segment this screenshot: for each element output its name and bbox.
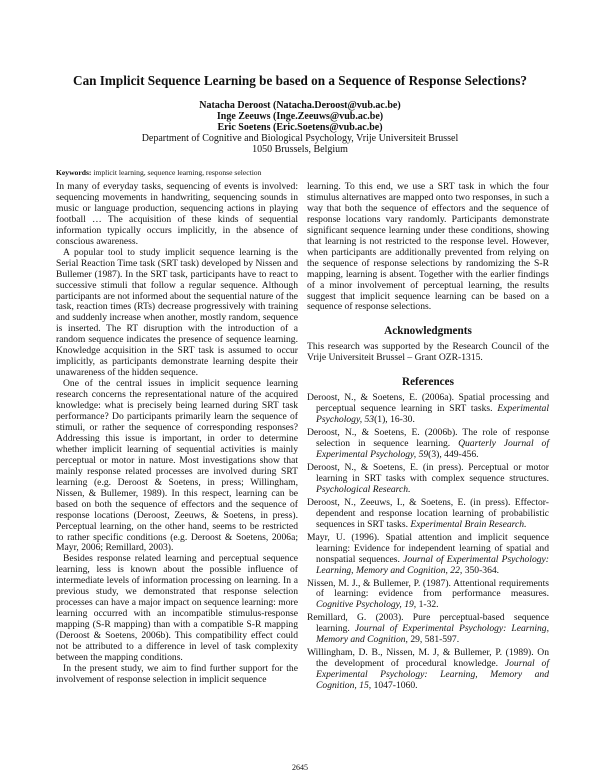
author: Natacha Deroost (Natacha.Deroost@vub.ac.be)	[199, 100, 401, 111]
reference-source: Experimental Brain Research.	[410, 518, 527, 530]
paper-title: Can Implicit Sequence Learning be based on a Sequence of Response Selections?	[73, 73, 527, 88]
reference-text: Remillard, G. (2003). Pure perceptual-based sequence learning.	[307, 612, 549, 635]
body-paragraph: A popular tool to study implicit sequence learning is the Serial Reaction Time task (SRT task) developed by Nissen and Bullemer (1987). In the SRT task, participants have to react to successive stimuli that follow a regular sequence. Although participants are not informed about the sequential nature of the task, reaction times (RTs) decrease progressively with training and suddenly increase when another, mostly random, sequence is inserted. The RT disruption with the introduction of a random sequence indicates the presence of sequence learning. Knowledge acquisition in the SRT task is assumed to occur implicitly, as participants demonstrate learning despite their unawareness of the hidden sequence.	[56, 246, 298, 379]
reference-text: (3), 449-456.	[428, 449, 479, 461]
left-column	[56, 182, 298, 686]
keywords-label: Keywords:	[56, 168, 92, 177]
reference-text: Nissen, M. J., & Bullemer, P. (1987). Attentional requirements of learning: evidence from performance measures.	[307, 577, 549, 600]
body-paragraph: In many of everyday tasks, sequencing of events is involved: sequencing movements in handwriting, sequencing sounds in music or language production, sequencing actions in playing football … The acquisition of these kinds of sequential information typically occurs implicitly, in the absence of conscious awareness.	[56, 181, 298, 247]
acknowledgments-heading: Acknowledgments	[384, 325, 472, 338]
reference-entry	[307, 613, 549, 646]
reference-entry	[307, 393, 549, 426]
author: Inge Zeeuws (Inge.Zeeuws@vub.ac.be)	[216, 111, 384, 122]
reference-source: Experimental Psychology, 53	[316, 403, 549, 426]
keywords-text: implicit learning, sequence learning, response selection	[91, 168, 262, 177]
reference-source: Quarterly Journal of Experimental Psychology, 59	[316, 438, 549, 461]
reference-text: Willingham, D. B., Nissen, M. J, & Bullemer, P. (1989). On the development of procedural knowledge.	[307, 647, 549, 670]
author: Eric Soetens (Eric.Soetens@vub.ac.be)	[217, 122, 383, 133]
body-paragraph: learning. To this end, we use a SRT task in which the four stimulus alternatives are mapped onto two responses, in such a way that both the sequence of effectors and the sequence of response locations vary randomly. Participants demonstrate significant sequence learning under these conditions, showing that learning is not restricted to the response level. However, when participants are additionally prevented from relying on the sequence of response selections by randomizing the S-R mapping, learning is absent. Together with the earlier findings of a minor involvement of perceptual learning, the results suggest that implicit sequence learning can be based on a sequence of response selections.	[307, 181, 549, 313]
affiliation-address: 1050 Brussels, Belgium	[252, 144, 348, 155]
acknowledgments-text: This research was supported by the Research Council of the Vrije Universiteit Brussel – Grant OZR-1315.	[307, 341, 549, 364]
reference-entry	[307, 533, 549, 577]
page-number: 2645	[292, 763, 308, 772]
reference-text: Deroost, N., Zeeuws, I., & Soetens, E. (in press). Effector-dependent and response location learning of probabilistic sequences in SRT tasks.	[307, 496, 549, 530]
reference-text: 350-364.	[462, 564, 500, 576]
reference-source: Journal of Experimental Psychology: Learning, Memory and Cognition, 15,	[316, 658, 549, 692]
affiliation: Department of Cognitive and Biological Psychology, Vrije Universiteit Brussel	[141, 133, 459, 144]
references-list	[307, 393, 549, 692]
right-column	[307, 182, 549, 694]
reference-text: 1047-1060.	[371, 680, 418, 692]
reference-text: Deroost, N., & Soetens, E. (in press). Perceptual or motor learning in SRT tasks with complex sequence structures.	[307, 461, 549, 484]
keywords	[56, 168, 261, 177]
reference-source: Psychological Research.	[316, 483, 411, 495]
reference-entry	[307, 463, 549, 496]
reference-entry	[307, 579, 549, 612]
reference-entry	[307, 498, 549, 531]
reference-entry	[307, 648, 549, 692]
reference-text: Deroost, N., & Soetens, E. (2006a). Spatial processing and perceptual sequence learning in SRT tasks.	[307, 392, 549, 415]
reference-text: 29, 581-597.	[407, 634, 460, 646]
reference-text: (1), 16-30.	[374, 414, 415, 426]
reference-text: 1-32.	[416, 599, 439, 611]
author-block	[0, 100, 600, 155]
reference-text: Mayr, U. (1996). Spatial attention and implicit sequence learning: Evidence for independent learning of spatial and nonspatial sequences.	[307, 531, 549, 565]
body-paragraph: One of the central issues in implicit sequence learning research concerns the representational nature of the acquired knowledge: what is precisely being learned during SRT task performance? Do participants primarily learn the sequence of stimuli, or rather the sequence of corresponding responses? Addressing this issue is important, in order to determine whether implicit learning of sequential activities is mainly perceptual or motor in nature. Most investigations show that mainly response related processes are involved during SRT learning (e.g. Deroost & Soetens, in press; Willingham, Nissen, & Bullemer, 1989). In this respect, learning can be based on both the sequence of effectors and the sequence of response locations (Deroost, Zeeuws, & Soetens, in press). Perceptual learning, on the other hand, seems to be restricted to rather specific conditions (e.g. Deroost & Soetens, 2006a; Mayr, 2006; Remillard, 2003).	[56, 378, 298, 554]
reference-entry	[307, 428, 549, 461]
reference-text: Deroost, N., & Soetens, E. (2006b). The role of response selection in sequence learning.	[307, 427, 549, 450]
references-heading: References	[402, 376, 454, 389]
reference-source: Journal of Experimental Psychology: Learning, Memory and Cognition,	[316, 623, 549, 646]
reference-source: Journal of Experimental Psychology: Learning, Memory and Cognition, 22,	[316, 553, 549, 576]
body-paragraph: In the present study, we aim to find further support for the involvement of response selection in implicit sequence	[56, 662, 298, 685]
reference-source: Cognitive Psychology, 19,	[316, 599, 417, 611]
body-paragraph: Besides response related learning and perceptual sequence learning, less is known about the possible influence of intermediate levels of information processing on learning. In a previous study, we demonstrated that response selection processes can have a major impact on sequence learning: more learning occurred with an incompatible stimulus-response mapping (S-R mapping) than with a compatible S-R mapping (Deroost & Soetens, 2006b). This compatibility effect could not be attributed to a difference in level of task complexity between the mapping conditions.	[56, 553, 298, 663]
